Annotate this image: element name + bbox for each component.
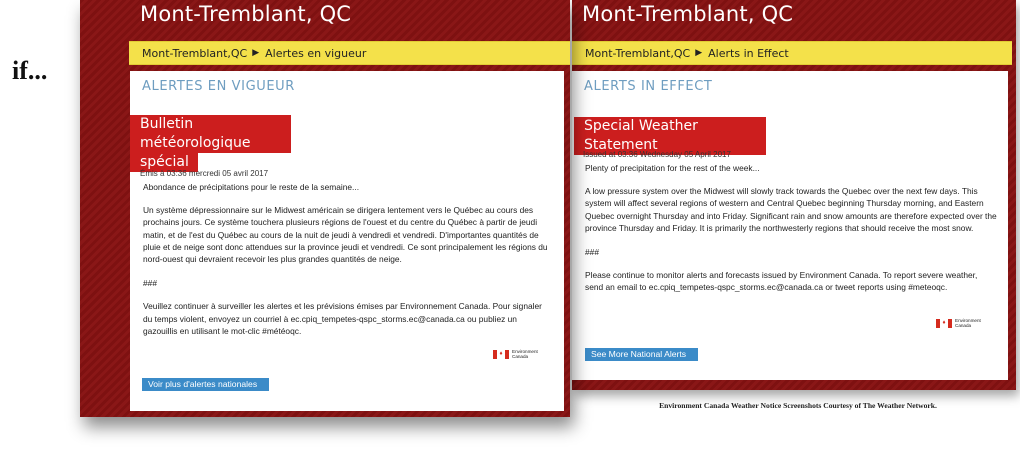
alert-body: [585, 162, 997, 305]
alert-paragraph: Un système dépressionnaire sur le Midwest américain se dirigera lentement vers le Québec au cours des prochains jours. Ce système touchera plusieurs régions de l'ouest et du centre du Québec à partir de jeudi matin, et de l'est du Québec au cours de la nuit de jeudi à vendredi et vendredi. D'importantes quantités de pluie et de neige sont donc attendues sur la province jeudi et vendredi. Ce sont principalement les régions du nord-ouest qui devraient recevoir les plus grandes quantités de neige.: [143, 205, 548, 265]
breadcrumb-current: Alerts in Effect: [708, 46, 789, 60]
if-caption: if...: [12, 56, 48, 85]
more-alerts-button[interactable]: Voir plus d'alertes nationales: [142, 378, 269, 391]
triangle-right-icon: ▶: [252, 48, 260, 58]
more-alerts-button[interactable]: See More National Alerts: [585, 348, 698, 361]
alert-body: [143, 181, 551, 349]
alert-separator: ###: [143, 277, 157, 288]
issued-timestamp: Émis à 03:36 mercredi 05 avril 2017: [140, 169, 269, 178]
alert-summary: Abondance de précipitations pour le reste de la semaine...: [143, 182, 360, 192]
logo-line1: Environment: [512, 349, 538, 354]
canada-flag-icon: ♦: [493, 350, 509, 359]
alerts-panel: [130, 71, 564, 411]
alert-paragraph-contact: Veuillez continuer à surveiller les alertes et les prévisions émises par Environnement Canada. Pour signaler du temps violent, envoyez un courriel à ec.cpiq_tempetes-qspc_storms.ec@canada.ca ou publiez un gazouillis en utilisant le mot-clic #météoqc.: [143, 301, 542, 336]
logo-text: [512, 349, 538, 359]
breadcrumb-current: Alertes en vigueur: [265, 46, 367, 60]
alerts-panel: [572, 71, 1008, 380]
english-weather-page: [572, 0, 1016, 390]
alert-paragraph-contact: Please continue to monitor alerts and forecasts issued by Environment Canada. To report severe weather, send an email to ec.cpiq_tempetes-qspc_storms.ec@canada.ca or tweet reports using #meteoqc.: [585, 270, 978, 293]
logo-line2: Canada: [512, 354, 529, 359]
city-title: Mont-Tremblant, QC: [140, 2, 352, 26]
logo-text: [955, 318, 981, 328]
alerts-heading: ALERTES EN VIGUEUR: [142, 79, 295, 94]
logo-line1: Environment: [955, 318, 981, 323]
alerts-heading: ALERTS IN EFFECT: [584, 79, 713, 94]
alert-title-line1: Special Weather Statement: [574, 117, 766, 155]
issued-timestamp: Issued at 03:36 Wednesday 05 April 2017: [583, 150, 731, 159]
alert-separator: ###: [585, 246, 599, 257]
alert-title-line1: Bulletin météorologique: [130, 115, 291, 153]
breadcrumb-city-link[interactable]: Mont-Tremblant,QC: [585, 46, 691, 60]
logo-line2: Canada: [955, 323, 972, 328]
breadcrumb-city-link[interactable]: Mont-Tremblant,QC: [142, 46, 248, 60]
alert-paragraph: A low pressure system over the Midwest will slowly track towards the Quebec over the next few days. This system will affect several regions of western and Central Quebec beginning Thursday morning, and Eastern Quebec overnight Thursday and into Friday. Significant rain and snow amounts are therefore expected over the province Thursday and Friday. It is primarily the northwesterly regions that should receive the most snow.: [585, 186, 997, 233]
canada-flag-icon: ♦: [936, 319, 952, 328]
triangle-right-icon: ▶: [695, 48, 703, 58]
breadcrumb: [129, 41, 570, 65]
alert-summary: Plenty of precipitation for the rest of the week...: [585, 163, 760, 173]
screenshot-credit: Environment Canada Weather Notice Screenshots Courtesy of The Weather Network.: [659, 401, 937, 410]
environment-canada-logo: [493, 349, 538, 359]
breadcrumb: [572, 41, 1012, 65]
environment-canada-logo: [936, 318, 981, 328]
city-title: Mont-Tremblant, QC: [582, 2, 794, 26]
alert-title-line2: spécial: [130, 153, 198, 172]
alert-title: [130, 115, 291, 172]
french-weather-page: [80, 0, 570, 417]
